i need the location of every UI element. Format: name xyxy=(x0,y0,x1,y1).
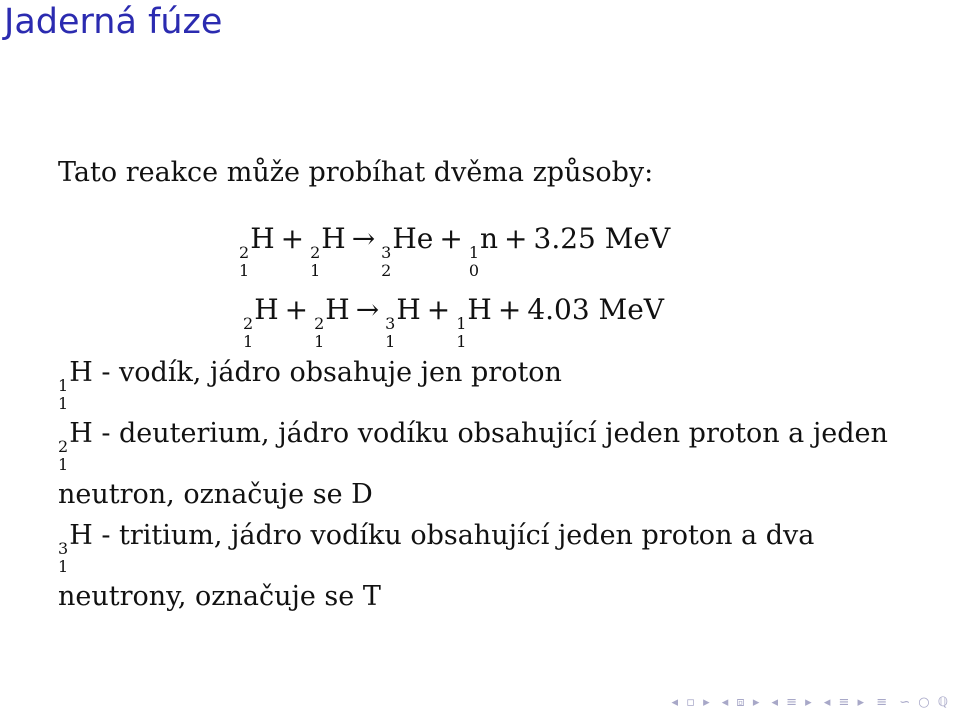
mass-number: 2 xyxy=(243,314,254,333)
mass-number: 2 xyxy=(58,437,69,456)
slide-title: Jaderná fúze xyxy=(4,2,223,42)
operator: + xyxy=(497,293,522,326)
nav-section-icon[interactable]: ◂ ≡ ▸ xyxy=(771,695,814,710)
isotope xyxy=(58,357,93,413)
element-symbol: H xyxy=(467,293,492,326)
reaction-equation-1 xyxy=(239,222,670,280)
definition-deuterium xyxy=(58,413,938,515)
mass-number: 2 xyxy=(314,314,325,333)
element-symbol: He xyxy=(392,222,434,255)
mass-number: 2 xyxy=(310,243,321,262)
isotope xyxy=(239,222,275,280)
isotope-definitions xyxy=(58,352,938,617)
element-symbol: H xyxy=(69,418,93,449)
isotope-indices xyxy=(58,438,68,474)
reaction-equation-2 xyxy=(243,293,664,351)
atomic-number: 2 xyxy=(381,261,392,280)
operator: + xyxy=(439,222,463,255)
isotope-indices xyxy=(381,244,391,280)
isotope-indices xyxy=(469,244,479,280)
definition-tritium xyxy=(58,515,938,617)
beamer-navigation xyxy=(667,695,950,710)
element-symbol: n xyxy=(480,222,499,255)
isotope xyxy=(314,293,350,351)
energy-value: 4.03 MeV xyxy=(527,293,665,326)
isotope xyxy=(456,293,492,351)
isotope-indices xyxy=(243,315,253,351)
mass-number: 1 xyxy=(456,314,467,333)
atomic-number: 1 xyxy=(310,261,321,280)
operator: → xyxy=(351,222,376,255)
isotope-indices xyxy=(314,315,324,351)
element-symbol: H xyxy=(69,520,93,551)
element-symbol: H xyxy=(396,293,421,326)
isotope xyxy=(58,418,93,474)
definition-text: - deuterium, jádro vodíku obsahující jeden proton a jeden neutron, označuje se D xyxy=(58,418,888,510)
nav-frame-icon[interactable]: ◂ ⧈ ▸ xyxy=(721,695,762,710)
atomic-number: 1 xyxy=(456,332,467,351)
atomic-number: 1 xyxy=(243,332,254,351)
operator: → xyxy=(355,293,380,326)
operator: + xyxy=(280,222,305,255)
nav-first-icon[interactable]: ◂ ▫ ▸ xyxy=(671,695,712,710)
operator: + xyxy=(284,293,309,326)
mass-number: 2 xyxy=(239,243,250,262)
atomic-number: 1 xyxy=(239,261,250,280)
atomic-number: 0 xyxy=(468,261,479,280)
isotope xyxy=(385,293,421,351)
isotope xyxy=(468,222,499,280)
mass-number: 3 xyxy=(58,539,69,558)
definition-protium xyxy=(58,352,938,413)
isotope xyxy=(243,293,279,351)
nav-search-icon[interactable]: ∽ ○ ℚ xyxy=(899,695,950,710)
definition-text: - vodík, jádro obsahuje jen proton xyxy=(92,357,562,388)
element-symbol: H xyxy=(325,293,350,326)
isotope xyxy=(58,520,93,576)
intro-text: Tato reakce může probíhat dvěma způsoby: xyxy=(58,157,654,188)
isotope-indices xyxy=(456,315,466,351)
isotope-indices xyxy=(58,540,68,576)
energy-value: 3.25 MeV xyxy=(533,222,671,255)
element-symbol: H xyxy=(254,293,279,326)
isotope-indices xyxy=(310,244,320,280)
definition-text: - tritium, jádro vodíku obsahující jeden proton a dva neutrony, označuje se T xyxy=(58,520,815,612)
element-symbol: H xyxy=(250,222,275,255)
nav-align-icon[interactable]: ≡ xyxy=(876,695,890,710)
isotope-indices xyxy=(385,315,395,351)
nav-subsection-icon[interactable]: ◂ ≡ ▸ xyxy=(823,695,867,710)
mass-number: 1 xyxy=(58,376,69,395)
atomic-number: 1 xyxy=(58,557,69,576)
isotope xyxy=(381,222,434,280)
element-symbol: H xyxy=(69,357,93,388)
atomic-number: 1 xyxy=(58,394,69,413)
mass-number: 3 xyxy=(381,243,392,262)
isotope xyxy=(310,222,346,280)
isotope-indices xyxy=(239,244,249,280)
isotope-indices xyxy=(58,377,68,413)
element-symbol: H xyxy=(321,222,346,255)
atomic-number: 1 xyxy=(314,332,325,351)
atomic-number: 1 xyxy=(58,455,69,474)
mass-number: 1 xyxy=(468,243,479,262)
operator: + xyxy=(504,222,528,255)
mass-number: 3 xyxy=(385,314,396,333)
operator: + xyxy=(426,293,451,326)
atomic-number: 1 xyxy=(385,332,396,351)
